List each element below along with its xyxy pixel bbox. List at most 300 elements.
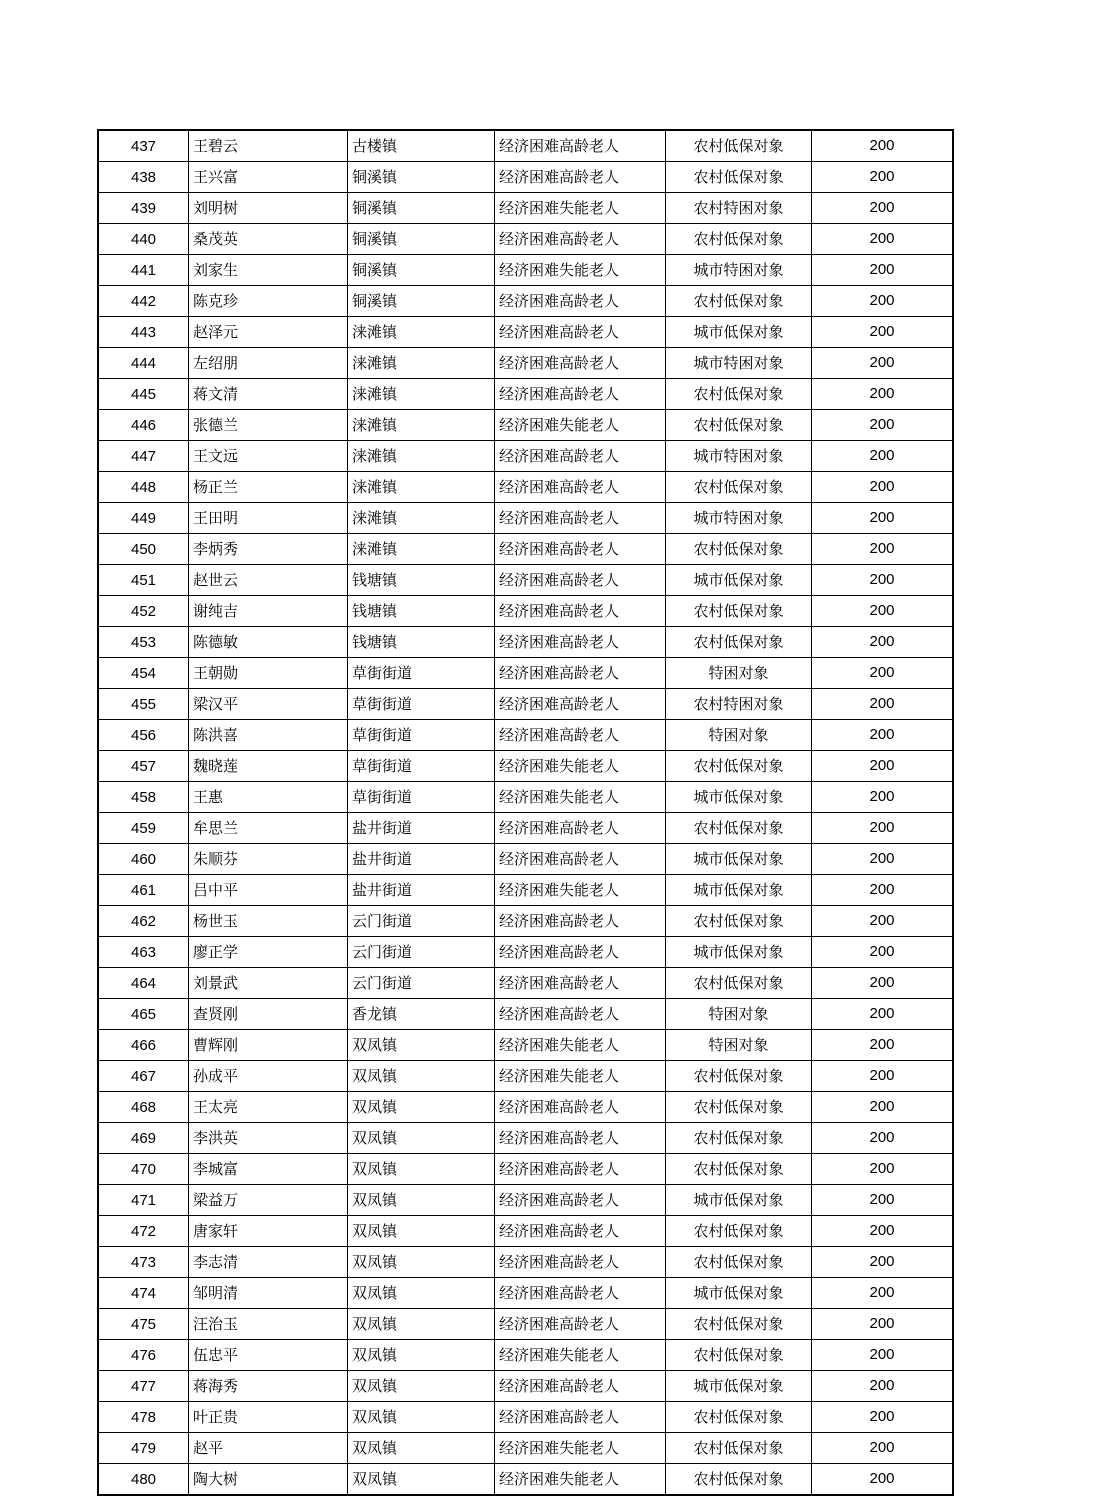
category-cell: 农村低保对象 [666,162,812,193]
category-cell: 城市低保对象 [666,1371,812,1402]
town-cell: 钱塘镇 [348,565,495,596]
category-cell: 农村低保对象 [666,130,812,162]
assistance-type-cell: 经济困难高龄老人 [495,689,666,720]
name-cell: 桑茂英 [189,224,348,255]
row-number-cell: 450 [98,534,189,565]
table-row [98,844,953,875]
amount-cell: 200 [812,317,954,348]
town-cell: 双凤镇 [348,1247,495,1278]
assistance-type-cell: 经济困难失能老人 [495,751,666,782]
assistance-type-cell: 经济困难高龄老人 [495,1123,666,1154]
amount-cell: 200 [812,1154,954,1185]
assistance-type-cell: 经济困难高龄老人 [495,224,666,255]
assistance-type-cell: 经济困难高龄老人 [495,1278,666,1309]
assistance-type-cell: 经济困难高龄老人 [495,1309,666,1340]
row-number-cell: 438 [98,162,189,193]
town-cell: 涞滩镇 [348,472,495,503]
town-cell: 铜溪镇 [348,255,495,286]
table-row [98,1278,953,1309]
name-cell: 赵泽元 [189,317,348,348]
assistance-type-cell: 经济困难高龄老人 [495,565,666,596]
name-cell: 蒋文清 [189,379,348,410]
assistance-type-cell: 经济困难失能老人 [495,193,666,224]
category-cell: 特困对象 [666,1030,812,1061]
table-row [98,317,953,348]
category-cell: 特困对象 [666,658,812,689]
category-cell: 城市特困对象 [666,255,812,286]
table-row [98,1185,953,1216]
amount-cell: 200 [812,751,954,782]
town-cell: 钱塘镇 [348,627,495,658]
table-row [98,193,953,224]
table-row [98,1247,953,1278]
town-cell: 双凤镇 [348,1154,495,1185]
amount-cell: 200 [812,968,954,999]
table-row [98,534,953,565]
amount-cell: 200 [812,1092,954,1123]
table-row [98,906,953,937]
row-number-cell: 446 [98,410,189,441]
amount-cell: 200 [812,782,954,813]
amount-cell: 200 [812,410,954,441]
assistance-type-cell: 经济困难失能老人 [495,782,666,813]
category-cell: 农村低保对象 [666,596,812,627]
table-row [98,658,953,689]
category-cell: 农村低保对象 [666,1309,812,1340]
name-cell: 魏晓莲 [189,751,348,782]
assistance-type-cell: 经济困难高龄老人 [495,658,666,689]
row-number-cell: 463 [98,937,189,968]
table-row [98,1030,953,1061]
row-number-cell: 478 [98,1402,189,1433]
assistance-type-cell: 经济困难高龄老人 [495,162,666,193]
amount-cell: 200 [812,875,954,906]
table-row [98,565,953,596]
assistance-type-cell: 经济困难高龄老人 [495,1092,666,1123]
name-cell: 杨正兰 [189,472,348,503]
assistance-type-cell: 经济困难高龄老人 [495,813,666,844]
amount-cell: 200 [812,348,954,379]
town-cell: 盐井街道 [348,875,495,906]
row-number-cell: 447 [98,441,189,472]
town-cell: 草街街道 [348,689,495,720]
assistance-type-cell: 经济困难高龄老人 [495,348,666,379]
row-number-cell: 445 [98,379,189,410]
category-cell: 城市低保对象 [666,565,812,596]
row-number-cell: 467 [98,1061,189,1092]
row-number-cell: 441 [98,255,189,286]
assistance-type-cell: 经济困难失能老人 [495,410,666,441]
amount-cell: 200 [812,1061,954,1092]
amount-cell: 200 [812,844,954,875]
assistance-type-cell: 经济困难高龄老人 [495,1185,666,1216]
name-cell: 李城富 [189,1154,348,1185]
category-cell: 特困对象 [666,720,812,751]
town-cell: 双凤镇 [348,1185,495,1216]
amount-cell: 200 [812,534,954,565]
category-cell: 农村低保对象 [666,1402,812,1433]
amount-cell: 200 [812,627,954,658]
table-body [98,130,953,1495]
amount-cell: 200 [812,286,954,317]
amount-cell: 200 [812,1278,954,1309]
name-cell: 邹明清 [189,1278,348,1309]
assistance-type-cell: 经济困难高龄老人 [495,130,666,162]
assistance-type-cell: 经济困难高龄老人 [495,720,666,751]
amount-cell: 200 [812,1216,954,1247]
assistance-type-cell: 经济困难失能老人 [495,255,666,286]
category-cell: 农村低保对象 [666,1061,812,1092]
row-number-cell: 472 [98,1216,189,1247]
name-cell: 李志清 [189,1247,348,1278]
category-cell: 城市低保对象 [666,317,812,348]
amount-cell: 200 [812,565,954,596]
category-cell: 特困对象 [666,999,812,1030]
table-row [98,813,953,844]
name-cell: 梁益万 [189,1185,348,1216]
amount-cell: 200 [812,999,954,1030]
row-number-cell: 465 [98,999,189,1030]
name-cell: 王朝勋 [189,658,348,689]
assistance-type-cell: 经济困难高龄老人 [495,1216,666,1247]
category-cell: 城市低保对象 [666,1185,812,1216]
name-cell: 王田明 [189,503,348,534]
amount-cell: 200 [812,813,954,844]
row-number-cell: 448 [98,472,189,503]
row-number-cell: 452 [98,596,189,627]
name-cell: 唐家轩 [189,1216,348,1247]
assistance-type-cell: 经济困难失能老人 [495,1061,666,1092]
table-row [98,937,953,968]
row-number-cell: 454 [98,658,189,689]
name-cell: 孙成平 [189,1061,348,1092]
assistance-type-cell: 经济困难高龄老人 [495,596,666,627]
category-cell: 农村低保对象 [666,968,812,999]
name-cell: 李洪英 [189,1123,348,1154]
assistance-type-cell: 经济困难高龄老人 [495,534,666,565]
town-cell: 铜溪镇 [348,162,495,193]
name-cell: 牟思兰 [189,813,348,844]
table-row [98,130,953,162]
assistance-type-cell: 经济困难高龄老人 [495,286,666,317]
amount-cell: 200 [812,1247,954,1278]
table-row [98,1402,953,1433]
category-cell: 农村低保对象 [666,410,812,441]
row-number-cell: 443 [98,317,189,348]
town-cell: 云门街道 [348,937,495,968]
category-cell: 城市低保对象 [666,1278,812,1309]
table-row [98,379,953,410]
assistance-type-cell: 经济困难失能老人 [495,1464,666,1496]
assistance-type-cell: 经济困难失能老人 [495,1433,666,1464]
town-cell: 钱塘镇 [348,596,495,627]
amount-cell: 200 [812,130,954,162]
town-cell: 双凤镇 [348,1216,495,1247]
name-cell: 曹辉刚 [189,1030,348,1061]
amount-cell: 200 [812,1030,954,1061]
town-cell: 铜溪镇 [348,193,495,224]
name-cell: 汪治玉 [189,1309,348,1340]
town-cell: 涞滩镇 [348,348,495,379]
assistance-type-cell: 经济困难高龄老人 [495,379,666,410]
name-cell: 刘明树 [189,193,348,224]
row-number-cell: 464 [98,968,189,999]
table-row [98,286,953,317]
row-number-cell: 453 [98,627,189,658]
table-row [98,162,953,193]
row-number-cell: 468 [98,1092,189,1123]
table-row [98,751,953,782]
row-number-cell: 442 [98,286,189,317]
assistance-type-cell: 经济困难高龄老人 [495,1371,666,1402]
amount-cell: 200 [812,937,954,968]
assistance-type-cell: 经济困难失能老人 [495,1340,666,1371]
table-row [98,410,953,441]
row-number-cell: 457 [98,751,189,782]
town-cell: 双凤镇 [348,1061,495,1092]
category-cell: 农村低保对象 [666,1216,812,1247]
row-number-cell: 473 [98,1247,189,1278]
category-cell: 农村低保对象 [666,751,812,782]
amount-cell: 200 [812,255,954,286]
name-cell: 王文远 [189,441,348,472]
name-cell: 王碧云 [189,130,348,162]
town-cell: 涞滩镇 [348,534,495,565]
row-number-cell: 444 [98,348,189,379]
table-row [98,875,953,906]
row-number-cell: 439 [98,193,189,224]
name-cell: 陶大树 [189,1464,348,1496]
town-cell: 双凤镇 [348,1278,495,1309]
assistance-type-cell: 经济困难失能老人 [495,1030,666,1061]
table-row [98,782,953,813]
assistance-type-cell: 经济困难高龄老人 [495,1402,666,1433]
assistance-type-cell: 经济困难高龄老人 [495,999,666,1030]
table-row [98,503,953,534]
category-cell: 农村低保对象 [666,224,812,255]
name-cell: 杨世玉 [189,906,348,937]
assistance-type-cell: 经济困难高龄老人 [495,937,666,968]
name-cell: 赵平 [189,1433,348,1464]
category-cell: 城市低保对象 [666,844,812,875]
town-cell: 双凤镇 [348,1464,495,1496]
row-number-cell: 458 [98,782,189,813]
town-cell: 涞滩镇 [348,503,495,534]
assistance-type-cell: 经济困难高龄老人 [495,906,666,937]
town-cell: 双凤镇 [348,1371,495,1402]
town-cell: 涞滩镇 [348,317,495,348]
town-cell: 云门街道 [348,968,495,999]
row-number-cell: 460 [98,844,189,875]
row-number-cell: 476 [98,1340,189,1371]
assistance-type-cell: 经济困难高龄老人 [495,968,666,999]
category-cell: 农村低保对象 [666,906,812,937]
name-cell: 王太亮 [189,1092,348,1123]
town-cell: 云门街道 [348,906,495,937]
assistance-type-cell: 经济困难高龄老人 [495,317,666,348]
table-row [98,720,953,751]
row-number-cell: 456 [98,720,189,751]
category-cell: 农村低保对象 [666,1340,812,1371]
row-number-cell: 455 [98,689,189,720]
name-cell: 王惠 [189,782,348,813]
row-number-cell: 474 [98,1278,189,1309]
town-cell: 铜溪镇 [348,224,495,255]
town-cell: 涞滩镇 [348,410,495,441]
category-cell: 城市特困对象 [666,441,812,472]
amount-cell: 200 [812,689,954,720]
town-cell: 草街街道 [348,720,495,751]
row-number-cell: 459 [98,813,189,844]
name-cell: 陈克珍 [189,286,348,317]
category-cell: 农村低保对象 [666,1247,812,1278]
table-row [98,472,953,503]
amount-cell: 200 [812,596,954,627]
town-cell: 涞滩镇 [348,379,495,410]
amount-cell: 200 [812,906,954,937]
category-cell: 农村特困对象 [666,689,812,720]
amount-cell: 200 [812,1340,954,1371]
town-cell: 双凤镇 [348,1123,495,1154]
name-cell: 李炳秀 [189,534,348,565]
row-number-cell: 479 [98,1433,189,1464]
row-number-cell: 449 [98,503,189,534]
category-cell: 城市特困对象 [666,503,812,534]
assistance-type-cell: 经济困难高龄老人 [495,503,666,534]
table-row [98,1340,953,1371]
table-row [98,1433,953,1464]
table-row [98,1092,953,1123]
category-cell: 农村低保对象 [666,1123,812,1154]
amount-cell: 200 [812,720,954,751]
row-number-cell: 451 [98,565,189,596]
category-cell: 农村低保对象 [666,379,812,410]
town-cell: 古楼镇 [348,130,495,162]
amount-cell: 200 [812,1433,954,1464]
name-cell: 朱顺芬 [189,844,348,875]
name-cell: 吕中平 [189,875,348,906]
amount-cell: 200 [812,1464,954,1496]
name-cell: 查贤刚 [189,999,348,1030]
amount-cell: 200 [812,472,954,503]
amount-cell: 200 [812,1123,954,1154]
category-cell: 城市低保对象 [666,782,812,813]
table-row [98,1464,953,1496]
town-cell: 双凤镇 [348,1402,495,1433]
name-cell: 赵世云 [189,565,348,596]
amount-cell: 200 [812,379,954,410]
category-cell: 农村低保对象 [666,1092,812,1123]
category-cell: 农村低保对象 [666,1464,812,1496]
table-row [98,1371,953,1402]
name-cell: 陈洪喜 [189,720,348,751]
category-cell: 农村低保对象 [666,534,812,565]
table-row [98,1123,953,1154]
category-cell: 农村低保对象 [666,1154,812,1185]
amount-cell: 200 [812,162,954,193]
town-cell: 草街街道 [348,658,495,689]
category-cell: 农村低保对象 [666,472,812,503]
assistance-type-cell: 经济困难高龄老人 [495,1247,666,1278]
name-cell: 蒋海秀 [189,1371,348,1402]
name-cell: 廖正学 [189,937,348,968]
name-cell: 刘景武 [189,968,348,999]
row-number-cell: 477 [98,1371,189,1402]
town-cell: 双凤镇 [348,1433,495,1464]
town-cell: 草街街道 [348,751,495,782]
assistance-type-cell: 经济困难失能老人 [495,875,666,906]
amount-cell: 200 [812,1402,954,1433]
table-row [98,1061,953,1092]
table-row [98,1309,953,1340]
category-cell: 城市低保对象 [666,875,812,906]
row-number-cell: 466 [98,1030,189,1061]
amount-cell: 200 [812,503,954,534]
subsidy-table [97,129,954,1496]
town-cell: 香龙镇 [348,999,495,1030]
row-number-cell: 471 [98,1185,189,1216]
assistance-type-cell: 经济困难高龄老人 [495,1154,666,1185]
table-row [98,689,953,720]
category-cell: 农村低保对象 [666,813,812,844]
table-row [98,968,953,999]
category-cell: 农村低保对象 [666,627,812,658]
name-cell: 谢纯吉 [189,596,348,627]
name-cell: 叶正贵 [189,1402,348,1433]
amount-cell: 200 [812,1309,954,1340]
row-number-cell: 461 [98,875,189,906]
assistance-type-cell: 经济困难高龄老人 [495,441,666,472]
name-cell: 张德兰 [189,410,348,441]
name-cell: 梁汉平 [189,689,348,720]
table-row [98,1154,953,1185]
amount-cell: 200 [812,1185,954,1216]
table-row [98,255,953,286]
category-cell: 城市特困对象 [666,348,812,379]
amount-cell: 200 [812,658,954,689]
table-row [98,441,953,472]
town-cell: 铜溪镇 [348,286,495,317]
town-cell: 草街街道 [348,782,495,813]
town-cell: 双凤镇 [348,1340,495,1371]
assistance-type-cell: 经济困难高龄老人 [495,844,666,875]
amount-cell: 200 [812,193,954,224]
name-cell: 王兴富 [189,162,348,193]
table-row [98,627,953,658]
table-row [98,596,953,627]
row-number-cell: 475 [98,1309,189,1340]
category-cell: 农村低保对象 [666,1433,812,1464]
category-cell: 农村特困对象 [666,193,812,224]
row-number-cell: 469 [98,1123,189,1154]
category-cell: 城市低保对象 [666,937,812,968]
name-cell: 刘家生 [189,255,348,286]
town-cell: 双凤镇 [348,1030,495,1061]
row-number-cell: 480 [98,1464,189,1496]
town-cell: 盐井街道 [348,813,495,844]
name-cell: 左绍朋 [189,348,348,379]
table-row [98,224,953,255]
table-row [98,999,953,1030]
town-cell: 双凤镇 [348,1092,495,1123]
table-row [98,348,953,379]
assistance-type-cell: 经济困难高龄老人 [495,627,666,658]
row-number-cell: 437 [98,130,189,162]
amount-cell: 200 [812,224,954,255]
row-number-cell: 470 [98,1154,189,1185]
row-number-cell: 462 [98,906,189,937]
amount-cell: 200 [812,1371,954,1402]
